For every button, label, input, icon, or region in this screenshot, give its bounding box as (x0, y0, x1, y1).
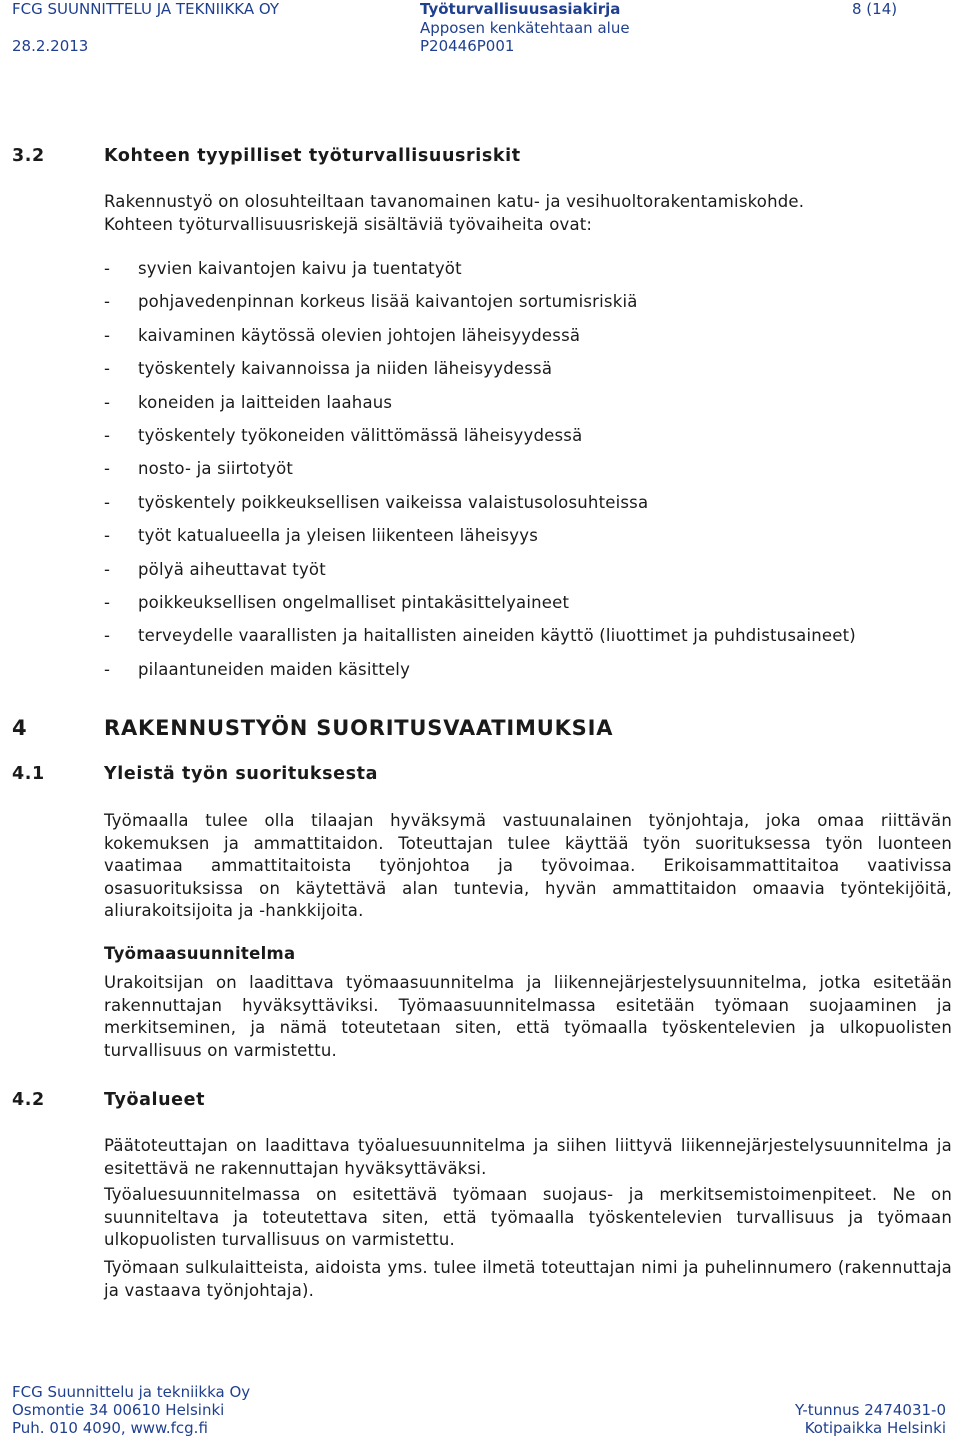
footer-company: FCG Suunnittelu ja tekniikka Oy (12, 1383, 251, 1401)
risk-item-text: syvien kaivantojen kaivu ja tuentatyöt (138, 259, 462, 278)
section-4-2-paragraph-3: Työmaan sulkulaitteista, aidoista yms. tulee ilmetä toteuttajan nimi ja puhelinnumero (rakennuttaja ja vastaava työnjohtaja). (104, 1258, 952, 1300)
risk-item-text: pilaantuneiden maiden käsittely (138, 659, 411, 679)
risk-item-text: työskentely poikkeuksellisen vaikeissa valaistusolosuhteissa (138, 492, 649, 512)
list-item: - työskentely kaivannoissa ja niiden läheisyydessä (104, 359, 553, 379)
header-page-number: 8 (14) (852, 0, 898, 18)
risk-item-text: terveydelle vaarallisten ja haitallisten aineiden käyttö (liuottimet ja puhdistusaineet) (138, 626, 856, 646)
list-item: - poikkeuksellisen ongelmalliset pintakäsittelyaineet (104, 592, 570, 612)
risk-item-text: nosto- ja siirtotyöt (138, 459, 294, 479)
risk-item-text: poikkeuksellisen ongelmalliset pintakäsittelyaineet (138, 592, 570, 612)
list-item: - nosto- ja siirtotyöt (104, 459, 294, 479)
worksite-plan-subheading: Työmaasuunnitelma (104, 944, 296, 963)
risk-list (104, 258, 856, 692)
section-3-2-title: Kohteen tyypilliset työturvallisuusriskit (104, 146, 521, 166)
section-4-2-paragraph-1: Päätoteuttajan on laadittava työaluesuunnitelma ja siihen liittyvä liikennejärjestelysuunnitelma ja esitettävä ne rakennuttajan hyväksyttäväksi. (104, 1136, 952, 1178)
list-item: - kaivaminen käytössä olevien johtojen läheisyydessä (104, 325, 581, 345)
list-item: - pilaantuneiden maiden käsittely (104, 659, 411, 679)
section-4-number: 4 (12, 716, 28, 740)
header-date: 28.2.2013 (12, 37, 89, 55)
list-item: - terveydelle vaarallisten ja haitallisten aineiden käyttö (liuottimet ja puhdistusaineet) (104, 626, 856, 646)
footer-address: Osmontie 34 00610 Helsinki (12, 1401, 225, 1419)
section-4-1-paragraph-1: Työmaalla tulee olla tilaajan hyväksymä vastuunalainen työnjohtaja, joka omaa riittävän kokemuksen ja ammattitaidon. Toteuttajan tulee käyttää työn suorituksessa työn luonteen vaatimaa ammattitaitoista työnjohtoa ja työvoimaa. Erikoisammattitaitoa vaativissa osasuorituksissa on käytettävä alan tuntevia, hyvän ammattitaidon omaavia työntekijöitä, aliurakoitsijoita ja -hankkijoita. (104, 811, 952, 920)
footer-domicile: Kotipaikka Helsinki (804, 1419, 946, 1437)
risk-item-text: työskentely työkoneiden välittömässä läheisyydessä (138, 425, 583, 445)
list-item: - pohjavedenpinnan korkeus lisää kaivantojen sortumisriskiä (104, 292, 638, 312)
section-4-title: RAKENNUSTYÖN SUORITUSVAATIMUKSIA (104, 716, 614, 740)
risk-item-text: pohjavedenpinnan korkeus lisää kaivantojen sortumisriskiä (138, 292, 638, 312)
section-4-1-title: Yleistä työn suorituksesta (104, 764, 379, 784)
section-4-2-title: Työalueet (104, 1090, 206, 1110)
footer-business-id: Y-tunnus 2474031-0 (794, 1401, 946, 1419)
section-4-2-number: 4.2 (12, 1090, 45, 1110)
risk-item-text: työt katualueella ja yleisen liikenteen läheisyys (138, 526, 539, 546)
list-item: - pölyä aiheuttavat työt (104, 559, 326, 579)
risk-item-text: työskentely kaivannoissa ja niiden läheisyydessä (138, 359, 553, 379)
risk-item-text: kaivaminen käytössä olevien johtojen läheisyydessä (138, 325, 581, 345)
list-item: - työskentely työkoneiden välittömässä läheisyydessä (104, 425, 583, 445)
section-3-2-intro-2: Kohteen työturvallisuusriskejä sisältäviä työvaiheita ovat: (104, 215, 593, 234)
header-doc-title: Työturvallisuusasiakirja (420, 0, 621, 18)
section-4-1-paragraph-2: Urakoitsijan on laadittava työmaasuunnitelma ja liikennejärjestelysuunnitelma, jotka esitetään rakennuttajan hyväksyttäviksi. Työmaasuunnitelmassa esitetään työmaan suojaaminen ja merkitseminen, ja nämä toteutetaan siten, että työmaalla työskentelevien ja ulkopuolisten turvallisuus on varmistettu. (104, 973, 952, 1060)
section-3-2-number: 3.2 (12, 146, 45, 166)
list-item: - syvien kaivantojen kaivu ja tuentatyöt (104, 259, 462, 278)
header-doc-subtitle: Apposen kenkätehtaan alue (420, 19, 630, 37)
list-item: - koneiden ja laitteiden laahaus (104, 392, 393, 412)
risk-item-text: koneiden ja laitteiden laahaus (138, 392, 393, 412)
risk-item-text: pölyä aiheuttavat työt (138, 559, 326, 579)
section-3-2-intro-1: Rakennustyö on olosuhteiltaan tavanomainen katu- ja vesihuoltorakentamiskohde. (104, 192, 805, 211)
section-4-1-number: 4.1 (12, 764, 45, 784)
header-doc-code: P20446P001 (420, 37, 515, 55)
list-item: - työt katualueella ja yleisen liikenteen läheisyys (104, 526, 539, 546)
section-4-2-paragraph-2: Työaluesuunnitelmassa on esitettävä työmaan suojaus- ja merkitsemistoimenpiteet. Ne on suunniteltava ja toteutettava siten, että työmaalla työskentelevien turvallisuus ja työmaan ulkopuolisten turvallisuus on varmistettu. (104, 1185, 952, 1249)
header-company: FCG SUUNNITTELU JA TEKNIIKKA OY (12, 0, 280, 18)
footer-contact: Puh. 010 4090, www.fcg.fi (12, 1419, 208, 1437)
list-item: - työskentely poikkeuksellisen vaikeissa valaistusolosuhteissa (104, 492, 649, 512)
